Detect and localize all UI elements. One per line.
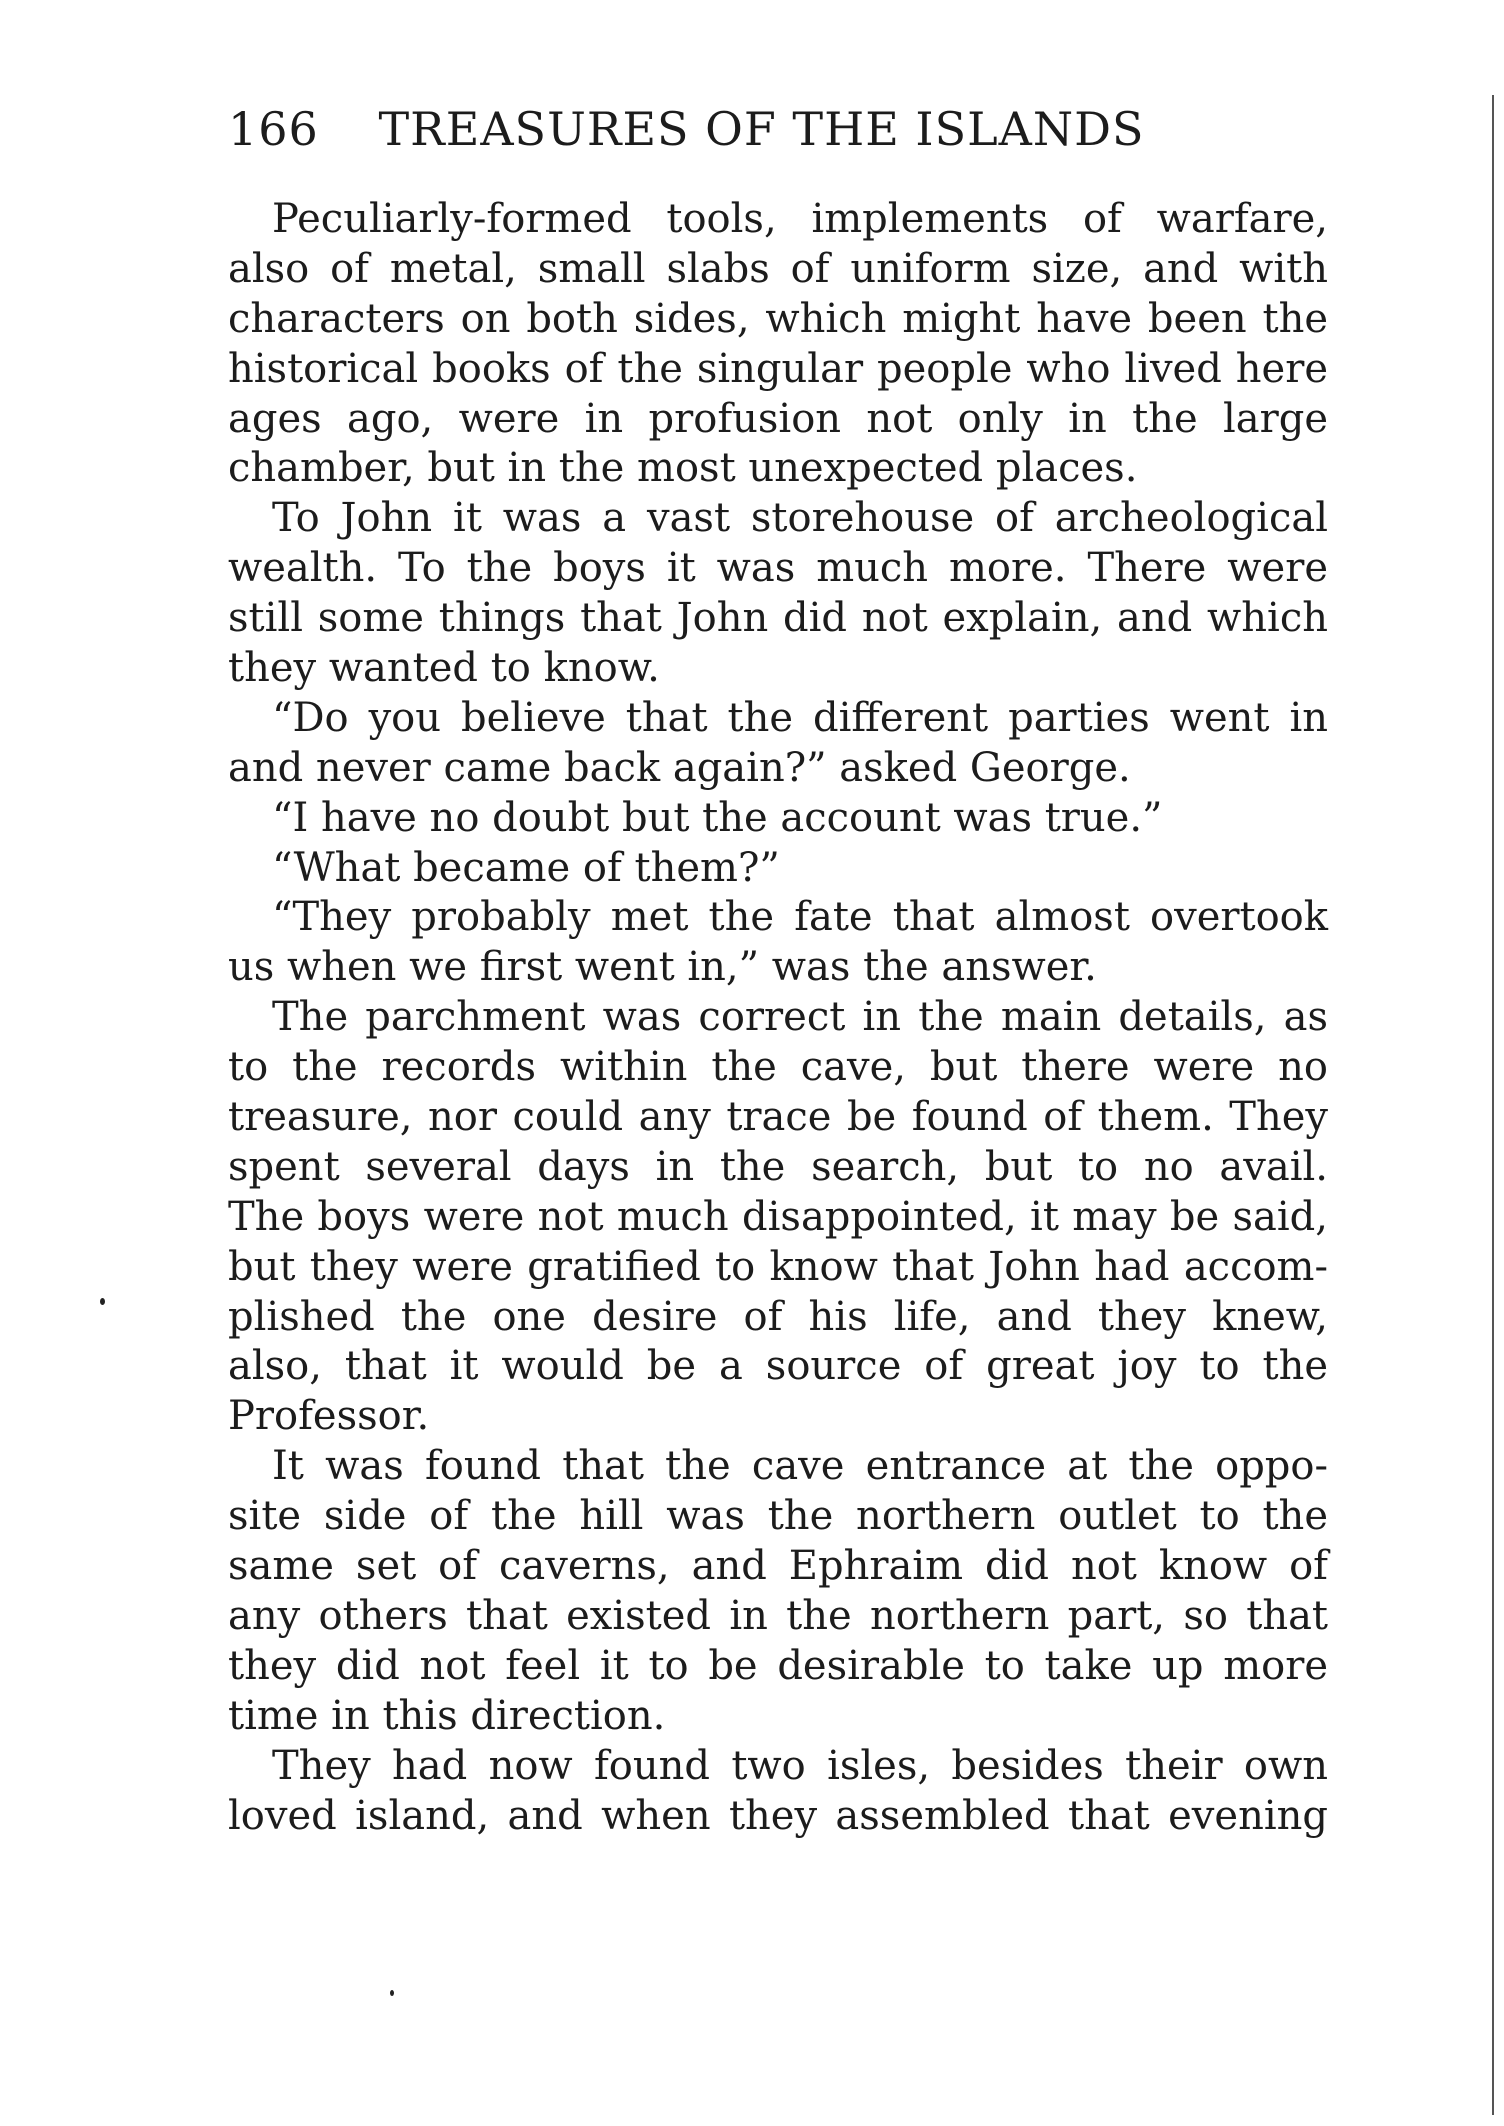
text-line: “What became of them?”: [272, 844, 780, 891]
text-line: It was found that the cave entrance at the oppo-: [272, 1443, 1328, 1490]
text-line: plished the one desire of his life, and they knew,: [228, 1293, 1328, 1340]
text-line: The parchment was correct in the main details, as: [272, 994, 1328, 1041]
text-line: Peculiarly-formed tools, implements of warfare,: [272, 196, 1328, 242]
text-line: treasure, nor could any trace be found of them. They: [228, 1094, 1328, 1141]
text-line: chamber, but in the most unexpected places.: [228, 445, 1138, 492]
text-line: any others that existed in the northern part, so that: [228, 1592, 1328, 1639]
text-line: same set of caverns, and Ephraim did not know of: [228, 1543, 1328, 1590]
text-line: time in this direction.: [228, 1692, 666, 1739]
text-line: also of metal, small slabs of uniform size, and with: [228, 245, 1328, 292]
text-line: loved island, and when they assembled that evening: [228, 1792, 1328, 1839]
body-text: [228, 195, 1328, 1841]
text-line: To John it was a vast storehouse of archeological: [272, 495, 1328, 542]
ink-speck: [390, 1990, 394, 1996]
text-line: wealth. To the boys it was much more. There were: [228, 545, 1328, 592]
text-line: but they were gratified to know that John had accom-: [228, 1243, 1328, 1290]
page-header: [228, 102, 1328, 162]
text-line: “Do you believe that the different parties went in: [272, 694, 1328, 741]
running-title: TREASURES OF THE ISLANDS: [378, 102, 1145, 156]
text-line: “I have no doubt but the account was true.”: [272, 794, 1163, 841]
text-line: spent several days in the search, but to no avail.: [228, 1143, 1328, 1190]
text-line: They had now found two isles, besides their own: [272, 1742, 1328, 1789]
text-line: us when we first went in,” was the answer.: [228, 944, 1097, 991]
page-edge-line: [1492, 95, 1494, 2115]
paragraph: [228, 1442, 1328, 1741]
paragraph: [228, 195, 1328, 494]
paragraph: [228, 794, 1328, 844]
paragraph: [228, 1742, 1328, 1842]
text-line: “They probably met the fate that almost overtook: [272, 894, 1328, 941]
text-line: The boys were not much disappointed, it may be said,: [228, 1193, 1328, 1240]
paragraph: [228, 694, 1328, 794]
paragraph: [228, 494, 1328, 694]
text-line: also, that it would be a source of great joy to the: [228, 1343, 1328, 1390]
text-line: characters on both sides, which might have been the: [228, 295, 1328, 342]
ink-speck: [100, 1298, 105, 1305]
paragraph: [228, 844, 1328, 894]
text-line: to the records within the cave, but there were no: [228, 1044, 1328, 1091]
text-line: historical books of the singular people who lived here: [228, 345, 1328, 392]
text-line: Professor.: [228, 1393, 430, 1440]
text-line: they did not feel it to be desirable to take up more: [228, 1642, 1328, 1689]
text-line: and never came back again?” asked George.: [228, 744, 1131, 791]
text-line: still some things that John did not explain, and which: [228, 595, 1328, 642]
page-number: 166: [228, 102, 319, 156]
paragraph: [228, 993, 1328, 1442]
text-line: ages ago, were in profusion not only in the large: [228, 395, 1328, 442]
text-line: they wanted to know.: [228, 645, 660, 692]
text-line: site side of the hill was the northern outlet to the: [228, 1493, 1328, 1540]
paragraph: [228, 893, 1328, 993]
